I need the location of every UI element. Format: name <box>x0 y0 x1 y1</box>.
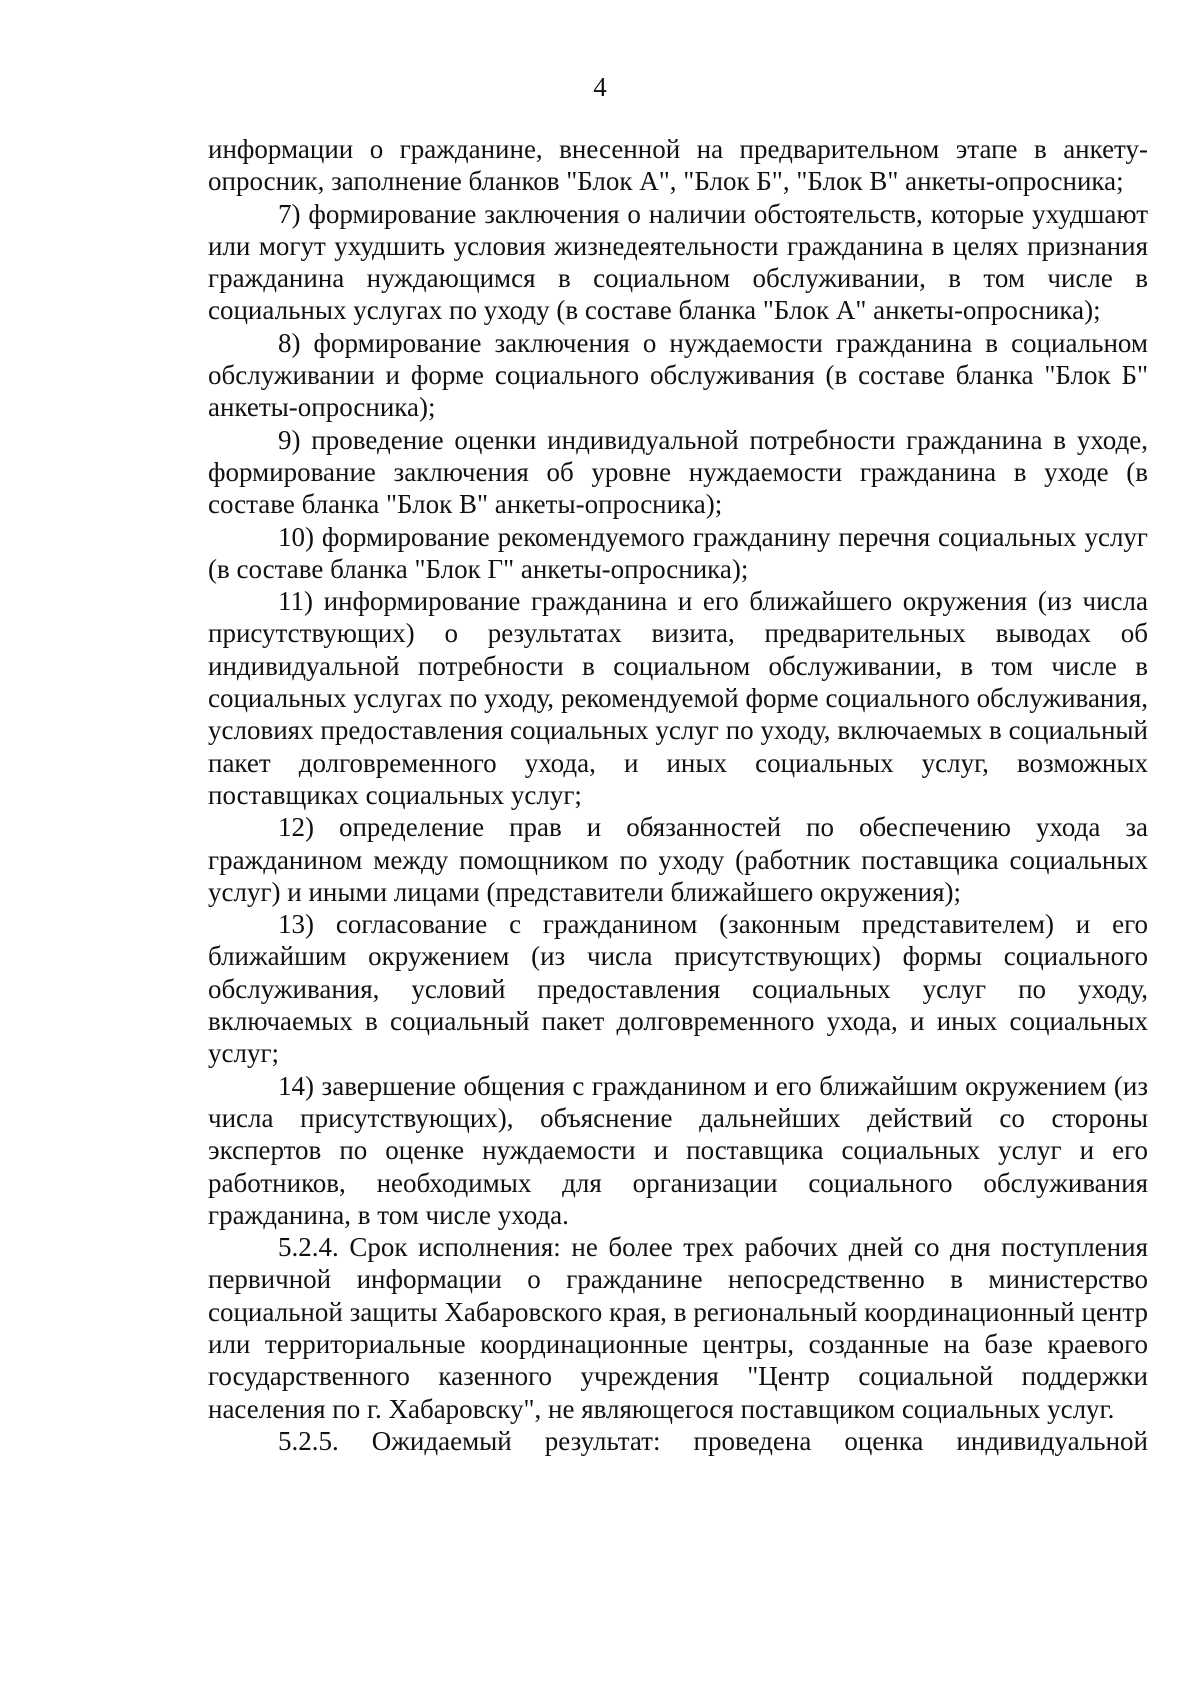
list-item-14: 14) завершение общения с гражданином и его ближайшим окружением (из числа присутствующих), объяснение дальнейших действий со стороны экспертов по оценке нуждаемости и поставщика социальных услуг и его работников, необходимых для организации социального обслуживания гражданина, в том числе ухода. <box>208 1070 1148 1230</box>
list-item-10: 10) формирование рекомендуемого гражданину перечня социальных услуг (в составе бланка "Блок Г" анкеты-опросника); <box>208 521 1148 584</box>
paragraph-continuation: информации о гражданине, внесенной на предварительном этапе в анкету-опросник, заполнение бланков "Блок А", "Блок Б", "Блок В" анкеты-опросника; <box>208 134 1148 197</box>
list-item-9: 9) проведение оценки индивидуальной потребности гражданина в уходе, формирование заключения об уровне нуждаемости гражданина в уходе (в составе бланка "Блок В" анкеты-опросника); <box>208 424 1148 520</box>
list-item-13: 13) согласование с гражданином (законным представителем) и его ближайшим окружением (из числа присутствующих) формы социального обслуживания, условий предоставления социальных услуг по уходу, включаемых в социальный пакет долговременного ухода, и иных социальных услуг; <box>208 909 1148 1069</box>
list-item-12: 12) определение прав и обязанностей по обеспечению ухода за гражданином между помощником по уходу (работник поставщика социальных услуг) и иными лицами (представители ближайшего окружения); <box>208 812 1148 907</box>
list-item-7: 7) формирование заключения о наличии обстоятельств, которые ухудшают или могут ухудшить условия жизнедеятельности гражданина в целях признания гражданина нуждающимся в социальном обслуживании, в том числе в социальных услугах по уходу (в составе бланка "Блок А" анкеты-опросника); <box>208 198 1148 326</box>
list-item-11: 11) информирование гражданина и его ближайшего окружения (из числа присутствующих) о результатах визита, предварительных выводах об индивидуальной потребности в социальном обслуживании, в том числе в социальных услугах по уходу, рекомендуемой форме социального обслуживания, условиях предоставления социальных услуг по уходу, включаемых в социальный пакет долговременного ухода, и иных социальных услуг, возможных поставщиках социальных услуг; <box>208 586 1148 810</box>
list-item-8: 8) формирование заключения о нуждаемости гражданина в социальном обслуживании и форме социального обслуживания (в составе бланка "Блок Б" анкеты-опросника); <box>208 327 1148 423</box>
section-5-2-4: 5.2.4. Срок исполнения: не более трех рабочих дней со дня поступления первичной информации о гражданине непосредственно в министерство социальной защиты Хабаровского края, в региональный координационный центр или территориальные координационные центры, созданные на базе краевого государственного казенного учреждения "Центр социальной поддержки населения по г. Хабаровску", не являющегося поставщиком социальных услуг. <box>208 1232 1148 1424</box>
document-body <box>208 133 1148 1457</box>
page-number: 4 <box>593 72 607 102</box>
section-5-2-5: 5.2.5. Ожидаемый результат: проведена оценка индивидуальной <box>278 1425 1148 1456</box>
